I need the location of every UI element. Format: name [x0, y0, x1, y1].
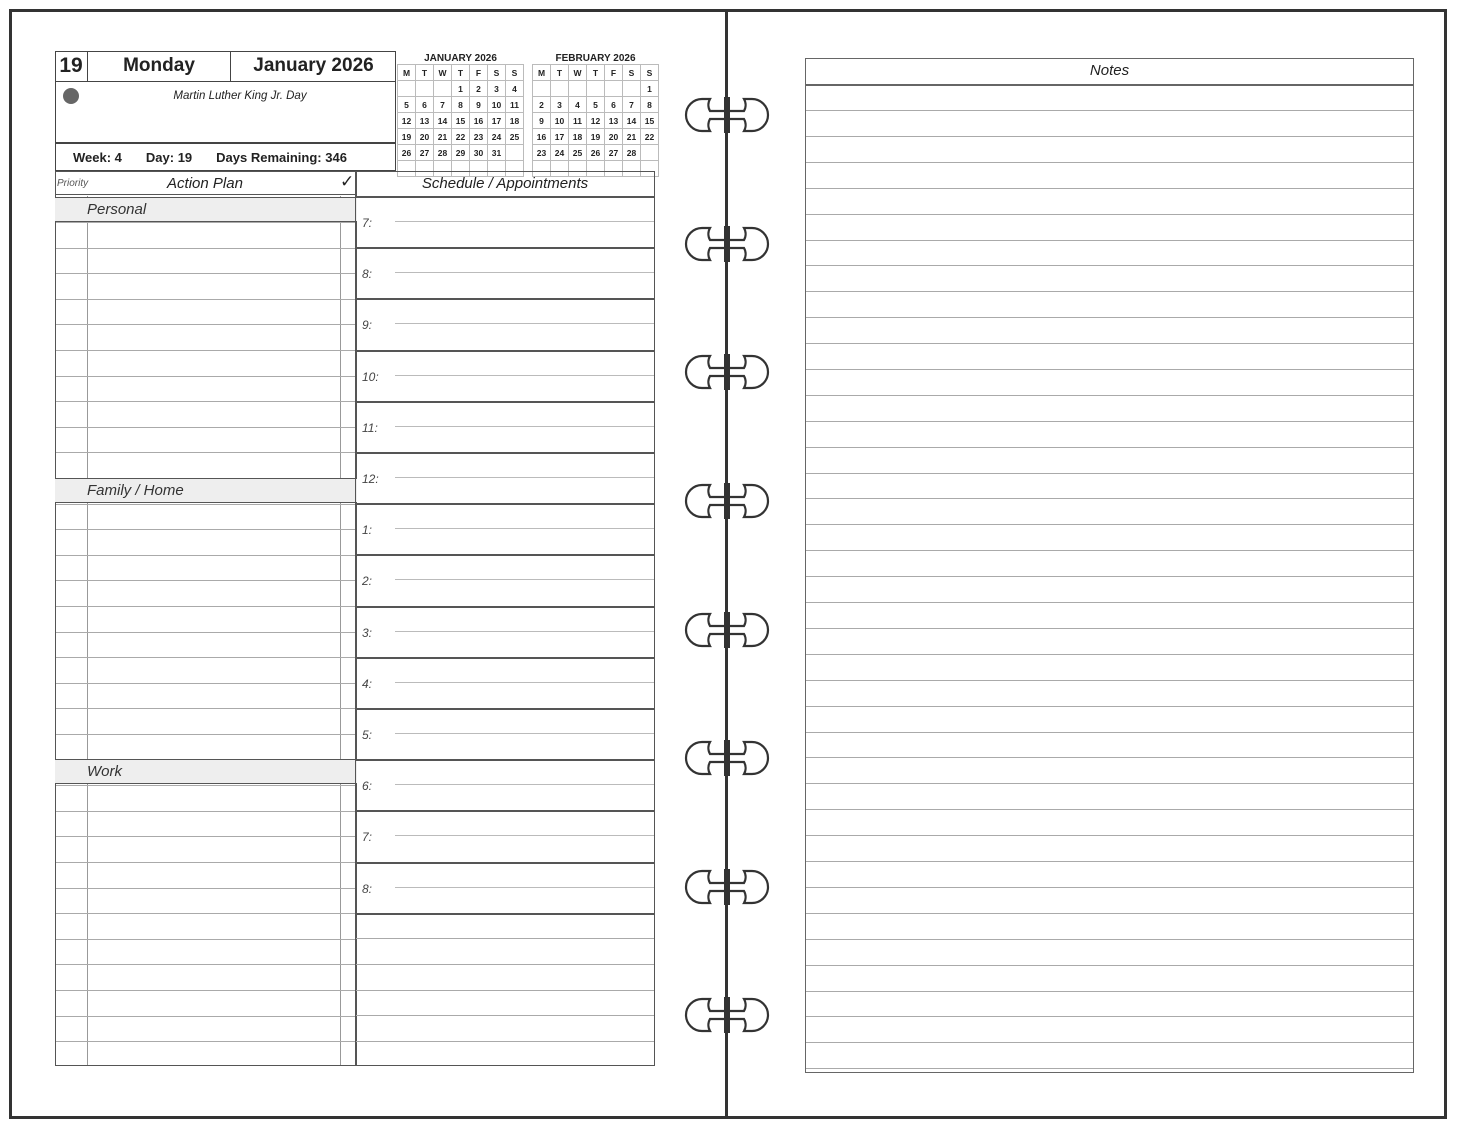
notes-row-line	[806, 447, 1413, 448]
calendar-day: 31	[488, 145, 506, 161]
hour-label: 6:	[362, 779, 373, 793]
mini-calendar-grid	[532, 64, 659, 177]
hour-divider	[356, 657, 654, 659]
half-hour-line	[395, 426, 654, 427]
weekday-header: W	[434, 65, 452, 81]
calendar-day: 4	[569, 97, 587, 113]
half-hour-line	[395, 784, 654, 785]
weekday-header: M	[533, 65, 551, 81]
hour-divider	[356, 350, 654, 352]
priority-column-divider	[87, 196, 88, 1065]
calendar-day: 22	[452, 129, 470, 145]
mini-calendar-title: JANUARY 2026	[424, 53, 497, 64]
priority-label: Priority	[57, 178, 89, 189]
hour-label: 8:	[362, 267, 373, 281]
calendar-day	[587, 81, 605, 97]
notes-row-line	[806, 188, 1413, 189]
half-hour-line	[395, 375, 654, 376]
notes-row-line	[806, 602, 1413, 603]
calendar-day: 18	[506, 113, 524, 129]
weekday-header: S	[506, 65, 524, 81]
calendar-day	[533, 81, 551, 97]
action-plan-row-line	[56, 248, 356, 249]
weekday-header: T	[551, 65, 569, 81]
hour-divider	[356, 401, 654, 403]
calendar-day: 10	[488, 97, 506, 113]
notes-row-line	[806, 498, 1413, 499]
mini-calendar-grid	[397, 64, 524, 177]
weekday-header-row	[398, 65, 524, 81]
calendar-day: 15	[641, 113, 659, 129]
action-plan-row-line	[56, 529, 356, 530]
notes-row-line	[806, 783, 1413, 784]
mini-calendar-january	[397, 53, 524, 177]
notes-row-line	[806, 162, 1413, 163]
action-plan-row-line	[56, 964, 356, 965]
half-hour-line	[395, 477, 654, 478]
calendar-week-row	[398, 97, 524, 113]
section-family-home: Family / Home	[55, 478, 357, 503]
calendar-day: 2	[470, 81, 488, 97]
notes-row-line	[806, 136, 1413, 137]
weekday-header-row	[533, 65, 659, 81]
action-plan-row-line	[56, 324, 356, 325]
calendar-week-row	[533, 113, 659, 129]
schedule-extra-line	[356, 964, 654, 965]
action-plan-row-line	[56, 683, 356, 684]
notes-row-line	[806, 680, 1413, 681]
half-hour-line	[395, 835, 654, 836]
action-plan-title: Action Plan	[167, 175, 243, 192]
day-of-year: Day: 19	[145, 149, 193, 165]
binder-ring-icon	[682, 995, 772, 1035]
calendar-week-row	[533, 81, 659, 97]
schedule-extra-line	[356, 938, 654, 939]
hour-divider	[356, 196, 654, 198]
half-hour-line	[395, 887, 654, 888]
hour-label: 1:	[362, 523, 373, 537]
hour-label: 8:	[362, 882, 373, 896]
hour-label: 9:	[362, 318, 373, 332]
notes-row-line	[806, 291, 1413, 292]
calendar-day: 5	[398, 97, 416, 113]
action-plan-row-line	[56, 427, 356, 428]
action-plan-row-line	[56, 811, 356, 812]
month-year: January 2026	[231, 51, 396, 82]
weekday-header: S	[641, 65, 659, 81]
action-plan-row-line	[56, 504, 356, 505]
action-plan-row-line	[56, 350, 356, 351]
binder-ring-icon	[682, 867, 772, 907]
header-divider	[55, 142, 396, 144]
calendar-day: 27	[416, 145, 434, 161]
action-plan-row-line	[56, 734, 356, 735]
hour-divider	[356, 913, 654, 915]
schedule-extra-line	[356, 1015, 654, 1016]
calendar-day: 29	[452, 145, 470, 161]
calendar-day	[398, 81, 416, 97]
hour-divider	[356, 298, 654, 300]
calendar-day: 23	[470, 129, 488, 145]
calendar-day: 14	[623, 113, 641, 129]
weekday-header: S	[623, 65, 641, 81]
calendar-day: 25	[569, 145, 587, 161]
action-plan-row-line	[56, 452, 356, 453]
calendar-day: 12	[398, 113, 416, 129]
calendar-day: 3	[551, 97, 569, 113]
hour-label: 4:	[362, 677, 373, 691]
week-number: Week: 4	[73, 149, 122, 165]
binder-ring-icon	[682, 610, 772, 650]
half-hour-line	[395, 579, 654, 580]
days-remaining: Days Remaining: 346	[216, 149, 347, 165]
calendar-day: 13	[605, 113, 623, 129]
calendar-week-row	[533, 97, 659, 113]
calendar-week-row	[398, 145, 524, 161]
calendar-day: 1	[641, 81, 659, 97]
calendar-day: 27	[605, 145, 623, 161]
section-personal: Personal	[55, 197, 357, 222]
half-hour-line	[395, 323, 654, 324]
hour-label: 11:	[362, 421, 378, 435]
hour-divider	[356, 554, 654, 556]
calendar-day: 2	[533, 97, 551, 113]
hour-label: 5:	[362, 728, 373, 742]
check-mark-icon: ✓	[340, 172, 355, 192]
hour-divider	[356, 247, 654, 249]
hour-divider	[356, 606, 654, 608]
notes-row-line	[806, 757, 1413, 758]
hour-label: 12:	[362, 472, 379, 486]
calendar-week-row	[398, 81, 524, 97]
holiday-dot-icon	[63, 88, 79, 104]
weekday-header: T	[587, 65, 605, 81]
calendar-day: 20	[605, 129, 623, 145]
hour-divider	[356, 452, 654, 454]
calendar-week-row	[533, 129, 659, 145]
calendar-day: 19	[587, 129, 605, 145]
calendar-day: 17	[488, 113, 506, 129]
hour-divider	[356, 503, 654, 505]
schedule-extra-line	[356, 1041, 654, 1042]
notes-row-line	[806, 343, 1413, 344]
check-column-divider	[340, 196, 341, 1065]
action-plan-row-line	[56, 913, 356, 914]
weekday-header: F	[605, 65, 623, 81]
action-plan-row-line	[56, 376, 356, 377]
half-hour-line	[395, 733, 654, 734]
binder-ring-icon	[682, 224, 772, 264]
calendar-day: 16	[533, 129, 551, 145]
notes-row-line	[806, 473, 1413, 474]
notes-row-line	[806, 732, 1413, 733]
date-stats	[55, 145, 396, 169]
notes-row-line	[806, 395, 1413, 396]
calendar-day: 15	[452, 113, 470, 129]
notes-row-line	[806, 965, 1413, 966]
binder-ring-icon	[682, 352, 772, 392]
calendar-week-row	[398, 113, 524, 129]
notes-row-line	[806, 706, 1413, 707]
action-plan-row-line	[56, 273, 356, 274]
action-plan-row-line	[56, 785, 356, 786]
action-plan-row-line	[56, 888, 356, 889]
half-hour-line	[395, 631, 654, 632]
notes-row-line	[806, 913, 1413, 914]
hour-divider	[356, 862, 654, 864]
hour-label: 7:	[362, 830, 373, 844]
hour-label: 2:	[362, 574, 373, 588]
notes-row-line	[806, 939, 1413, 940]
calendar-day: 6	[605, 97, 623, 113]
notes-panel	[805, 58, 1414, 1073]
calendar-day: 5	[587, 97, 605, 113]
hour-divider	[356, 810, 654, 812]
notes-row-line	[806, 421, 1413, 422]
calendar-day: 28	[434, 145, 452, 161]
notes-row-line	[806, 991, 1413, 992]
hour-label: 10:	[362, 370, 379, 384]
calendar-day: 9	[533, 113, 551, 129]
notes-row-line	[806, 1068, 1413, 1069]
action-plan-row-line	[56, 862, 356, 863]
notes-row-line	[806, 887, 1413, 888]
action-plan-row-line	[56, 939, 356, 940]
action-plan-row-line	[56, 990, 356, 991]
action-plan-row-line	[56, 708, 356, 709]
calendar-day: 6	[416, 97, 434, 113]
weekday-header: M	[398, 65, 416, 81]
calendar-day: 28	[623, 145, 641, 161]
notes-row-line	[806, 654, 1413, 655]
notes-row-line	[806, 317, 1413, 318]
action-plan-row-line	[56, 222, 356, 223]
notes-row-line	[806, 265, 1413, 266]
hour-label: 7:	[362, 216, 373, 230]
notes-row-line	[806, 524, 1413, 525]
weekday-header: T	[416, 65, 434, 81]
notes-row-line	[806, 809, 1413, 810]
calendar-day: 26	[587, 145, 605, 161]
action-plan-row-line	[56, 1016, 356, 1017]
notes-row-line	[806, 369, 1413, 370]
notes-row-line	[806, 1016, 1413, 1017]
action-plan-row-line	[56, 632, 356, 633]
weekday: Monday	[88, 51, 231, 82]
notes-row-line	[806, 576, 1413, 577]
binder-ring-icon	[682, 738, 772, 778]
action-plan-row-line	[56, 1041, 356, 1042]
notes-row-line	[806, 1042, 1413, 1043]
calendar-day	[569, 81, 587, 97]
calendar-day: 4	[506, 81, 524, 97]
holiday-label: Martin Luther King Jr. Day	[173, 90, 307, 102]
calendar-week-row	[533, 145, 659, 161]
calendar-day: 8	[641, 97, 659, 113]
calendar-day: 20	[416, 129, 434, 145]
calendar-day: 16	[470, 113, 488, 129]
notes-row-line	[806, 628, 1413, 629]
notes-row-line	[806, 861, 1413, 862]
calendar-day: 8	[452, 97, 470, 113]
weekday-header: W	[569, 65, 587, 81]
notes-row-line	[806, 835, 1413, 836]
calendar-day: 19	[398, 129, 416, 145]
calendar-day: 22	[641, 129, 659, 145]
calendar-day: 10	[551, 113, 569, 129]
calendar-day	[605, 81, 623, 97]
binder-ring-icon	[682, 95, 772, 135]
calendar-day	[641, 145, 659, 161]
weekday-header: F	[470, 65, 488, 81]
action-plan-row-line	[56, 580, 356, 581]
action-plan-row-line	[56, 299, 356, 300]
binder-spine	[725, 9, 728, 1119]
calendar-day: 21	[623, 129, 641, 145]
day-number: 19	[55, 51, 88, 82]
notes-row-line	[806, 240, 1413, 241]
calendar-day	[506, 145, 524, 161]
schedule-extra-line	[356, 990, 654, 991]
action-plan-row-line	[56, 401, 356, 402]
calendar-day: 9	[470, 97, 488, 113]
calendar-day: 21	[434, 129, 452, 145]
notes-title: Notes	[1089, 62, 1130, 79]
calendar-day: 3	[488, 81, 506, 97]
half-hour-line	[395, 272, 654, 273]
hour-divider	[356, 708, 654, 710]
mini-calendar-title: FEBRUARY 2026	[555, 53, 636, 64]
calendar-day: 25	[506, 129, 524, 145]
notes-header-divider	[806, 84, 1413, 86]
calendar-day	[434, 81, 452, 97]
action-plan-row-line	[56, 606, 356, 607]
calendar-day: 11	[506, 97, 524, 113]
calendar-day: 7	[623, 97, 641, 113]
calendar-day: 12	[587, 113, 605, 129]
hour-label: 3:	[362, 626, 373, 640]
calendar-day	[416, 81, 434, 97]
notes-row-line	[806, 214, 1413, 215]
section-work: Work	[55, 759, 357, 784]
calendar-day: 13	[416, 113, 434, 129]
calendar-day: 18	[569, 129, 587, 145]
calendar-day: 1	[452, 81, 470, 97]
half-hour-line	[395, 221, 654, 222]
action-plan-row-line	[56, 836, 356, 837]
calendar-day	[623, 81, 641, 97]
calendar-day: 30	[470, 145, 488, 161]
mini-calendar-february	[532, 53, 659, 177]
calendar-day: 26	[398, 145, 416, 161]
calendar-day: 7	[434, 97, 452, 113]
binder-ring-icon	[682, 481, 772, 521]
half-hour-line	[395, 682, 654, 683]
notes-row-line	[806, 110, 1413, 111]
calendar-day	[551, 81, 569, 97]
schedule-title: Schedule / Appointments	[421, 175, 589, 192]
calendar-day: 14	[434, 113, 452, 129]
action-plan-row-line	[56, 657, 356, 658]
schedule-panel	[355, 171, 655, 1066]
action-plan-row-line	[56, 555, 356, 556]
calendar-day: 24	[488, 129, 506, 145]
hour-divider	[356, 759, 654, 761]
calendar-week-row	[398, 129, 524, 145]
action-plan-panel	[55, 171, 357, 1066]
weekday-header: S	[488, 65, 506, 81]
calendar-day: 11	[569, 113, 587, 129]
calendar-day: 23	[533, 145, 551, 161]
calendar-day: 17	[551, 129, 569, 145]
half-hour-line	[395, 528, 654, 529]
weekday-header: T	[452, 65, 470, 81]
calendar-day: 24	[551, 145, 569, 161]
notes-row-line	[806, 550, 1413, 551]
